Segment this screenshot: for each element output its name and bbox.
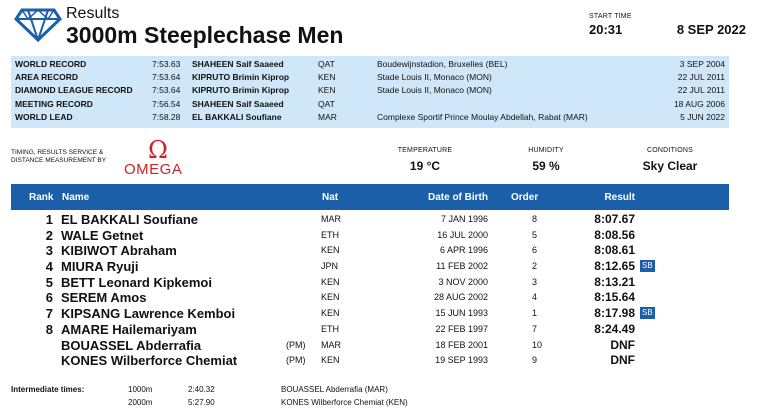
- athlete-name: KIPSANG Lawrence Kemboi: [61, 306, 236, 322]
- athlete-order: 6: [532, 245, 538, 256]
- athlete-nat: ETH: [321, 229, 339, 240]
- table-row: [11, 306, 729, 322]
- event-date: 8 SEP 2022: [676, 22, 746, 37]
- record-mark: 7:56.54: [152, 98, 181, 109]
- athlete-dob: 28 AUG 2002: [433, 292, 488, 303]
- athlete-nat: JPN: [321, 261, 339, 272]
- athlete-result: 8:07.67: [594, 212, 635, 226]
- athlete-rank: 1: [45, 212, 53, 227]
- athlete-order: 1: [532, 308, 538, 319]
- record-mark: 7:53.64: [152, 85, 181, 96]
- record-venue: Stade Louis II, Monaco (MON): [377, 72, 492, 83]
- results-table-header: [11, 184, 729, 210]
- temperature-value: 19 °C: [409, 159, 441, 173]
- athlete-rank: 5: [45, 274, 53, 290]
- split-time: 2:40.32: [188, 385, 215, 394]
- record-holder: KIPRUTO Brimin Kiprop: [192, 72, 290, 83]
- pacemaker-flag: (PM): [286, 339, 306, 350]
- intermediate-times-label: Intermediate times:: [11, 385, 85, 394]
- record-type: MEETING RECORD: [15, 98, 93, 109]
- athlete-dob: 6 APR 1996: [439, 245, 488, 256]
- athlete-name: EL BAKKALI Soufiane: [61, 212, 198, 227]
- record-type: WORLD LEAD: [15, 111, 73, 122]
- athlete-name: BOUASSEL Abderrafia: [61, 337, 202, 353]
- athlete-dob: 16 JUL 2000: [437, 229, 488, 240]
- column-header-nat: Nat: [322, 192, 339, 203]
- record-date: 18 AUG 2006: [673, 98, 725, 109]
- record-date: 22 JUL 2011: [677, 72, 725, 83]
- humidity-label: HUMIDITY: [528, 147, 564, 154]
- record-nat: MAR: [318, 111, 337, 122]
- record-mark: 7:58.28: [152, 111, 181, 122]
- athlete-result: DNF: [610, 353, 635, 368]
- table-row: [11, 275, 729, 291]
- record-date: 3 SEP 2004: [679, 59, 725, 69]
- season-best-badge: SB: [642, 261, 653, 271]
- athlete-nat: KEN: [321, 308, 340, 319]
- timing-label: TIMING, RESULTS SERVICE & DISTANCE MEASUREMENT BY: [11, 149, 107, 164]
- record-row: [11, 84, 729, 97]
- athlete-rank: 8: [45, 321, 53, 337]
- record-nat: QAT: [318, 59, 335, 69]
- athlete-order: 5: [532, 229, 538, 240]
- athlete-nat: KEN: [321, 292, 340, 303]
- athlete-rank: 3: [45, 243, 53, 259]
- athlete-rank: 2: [45, 227, 53, 243]
- split-leader: KONES Wilberforce Chemiat (KEN): [281, 398, 408, 407]
- athlete-order: 9: [532, 355, 538, 366]
- athlete-dob: 7 JAN 1996: [440, 214, 488, 224]
- page-title: 3000m Steeplechase Men: [66, 22, 344, 48]
- diamond-league-logo: [14, 6, 62, 42]
- table-row: [11, 353, 729, 369]
- athlete-name: KONES Wilberforce Chemiat: [61, 353, 238, 369]
- athlete-order: 10: [532, 339, 543, 350]
- record-type: AREA RECORD: [15, 72, 78, 83]
- table-row: [11, 290, 729, 306]
- record-holder: EL BAKKALI Soufiane: [192, 111, 282, 122]
- athlete-nat: ETH: [321, 323, 339, 334]
- record-type: DIAMOND LEAGUE RECORD: [15, 85, 133, 96]
- record-venue: Stade Louis II, Monaco (MON): [377, 85, 492, 96]
- column-header-order: Order: [511, 192, 539, 203]
- athlete-dob: 19 SEP 1993: [435, 355, 488, 366]
- results-label: Results: [66, 5, 120, 22]
- athlete-order: 2: [532, 261, 538, 272]
- split-time: 5:27.90: [188, 398, 215, 407]
- table-row: [11, 322, 729, 338]
- record-nat: KEN: [318, 72, 336, 83]
- humidity-value: 59 %: [532, 159, 560, 173]
- athlete-result: 8:17.98: [594, 306, 635, 321]
- start-time-label: START TIME: [589, 13, 632, 20]
- athlete-dob: 11 FEB 2002: [436, 261, 488, 272]
- athlete-result: 8:15.64: [594, 290, 635, 305]
- athlete-name: KIBIWOT Abraham: [61, 243, 177, 259]
- split-distance: 2000m: [128, 398, 153, 407]
- start-time-value: 20:31: [589, 22, 623, 37]
- split-leader: BOUASSEL Abderrafia (MAR): [281, 385, 388, 394]
- conditions-label: CONDITIONS: [647, 147, 693, 154]
- record-mark: 7:53.64: [152, 72, 181, 83]
- athlete-rank: 6: [45, 290, 53, 306]
- record-row: [11, 111, 729, 124]
- record-type: WORLD RECORD: [15, 59, 87, 69]
- athlete-result: 8:24.49: [594, 321, 635, 336]
- athlete-result: DNF: [610, 337, 635, 352]
- record-holder: KIPRUTO Brimin Kiprop: [192, 85, 290, 96]
- conditions-value: Sky Clear: [642, 159, 698, 173]
- athlete-order: 4: [532, 292, 538, 303]
- record-nat: QAT: [318, 98, 335, 109]
- athlete-nat: KEN: [321, 355, 340, 366]
- athlete-name: WALE Getnet: [61, 227, 144, 243]
- athlete-result: 8:08.61: [594, 243, 635, 258]
- table-row: [11, 228, 729, 244]
- athlete-dob: 15 JUN 1993: [435, 308, 488, 319]
- split-distance: 1000m: [128, 385, 153, 394]
- records-panel: [11, 56, 729, 128]
- season-best-badge: SB: [642, 308, 653, 318]
- table-row: [11, 338, 729, 354]
- athlete-rank: 7: [45, 306, 53, 322]
- omega-icon: Ω: [148, 136, 168, 164]
- record-nat: KEN: [318, 85, 336, 96]
- results-table: [11, 212, 729, 369]
- athlete-result: 8:12.65: [594, 259, 635, 274]
- record-holder: SHAHEEN Saif Saaeed: [192, 98, 284, 109]
- athlete-name: AMARE Hailemariyam: [61, 321, 197, 337]
- athlete-order: 3: [532, 276, 538, 287]
- athlete-dob: 22 FEB 1997: [435, 323, 488, 334]
- pacemaker-flag: (PM): [286, 355, 306, 366]
- athlete-nat: KEN: [321, 276, 340, 287]
- record-mark: 7:53.63: [152, 59, 181, 69]
- temperature-label: TEMPERATURE: [397, 147, 453, 154]
- athlete-order: 8: [532, 214, 538, 224]
- column-header-rank: Rank: [29, 192, 54, 203]
- athlete-nat: MAR: [321, 214, 341, 224]
- record-row: [11, 58, 729, 71]
- athlete-result: 8:08.56: [594, 227, 635, 242]
- column-header-name: Name: [62, 192, 90, 203]
- athlete-name: MIURA Ryuji: [61, 259, 139, 275]
- table-row: [11, 243, 729, 259]
- column-header-result: Result: [604, 192, 635, 203]
- record-row: [11, 71, 729, 84]
- athlete-dob: 3 NOV 2000: [438, 276, 488, 287]
- athlete-result: 8:13.21: [594, 274, 635, 289]
- athlete-nat: KEN: [321, 245, 340, 256]
- table-row: [11, 259, 729, 275]
- athlete-name: BETT Leonard Kipkemoi: [61, 274, 212, 290]
- athlete-order: 7: [532, 323, 538, 334]
- record-date: 22 JUL 2011: [677, 85, 725, 96]
- record-venue: Boudewijnstadion, Bruxelles (BEL): [377, 59, 508, 69]
- column-header-dob: Date of Birth: [428, 192, 488, 203]
- record-date: 5 JUN 2022: [680, 111, 725, 122]
- record-row: [11, 98, 729, 111]
- omega-logo-text: OMEGA: [124, 161, 183, 178]
- athlete-dob: 18 FEB 2001: [435, 339, 488, 350]
- athlete-nat: MAR: [321, 339, 341, 350]
- record-venue: Complexe Sportif Prince Moulay Abdellah, Rabat (MAR): [377, 111, 588, 122]
- table-row: [11, 212, 729, 228]
- record-holder: SHAHEEN Saif Saaeed: [192, 59, 284, 69]
- athlete-name: SEREM Amos: [61, 290, 147, 306]
- athlete-rank: 4: [45, 259, 53, 275]
